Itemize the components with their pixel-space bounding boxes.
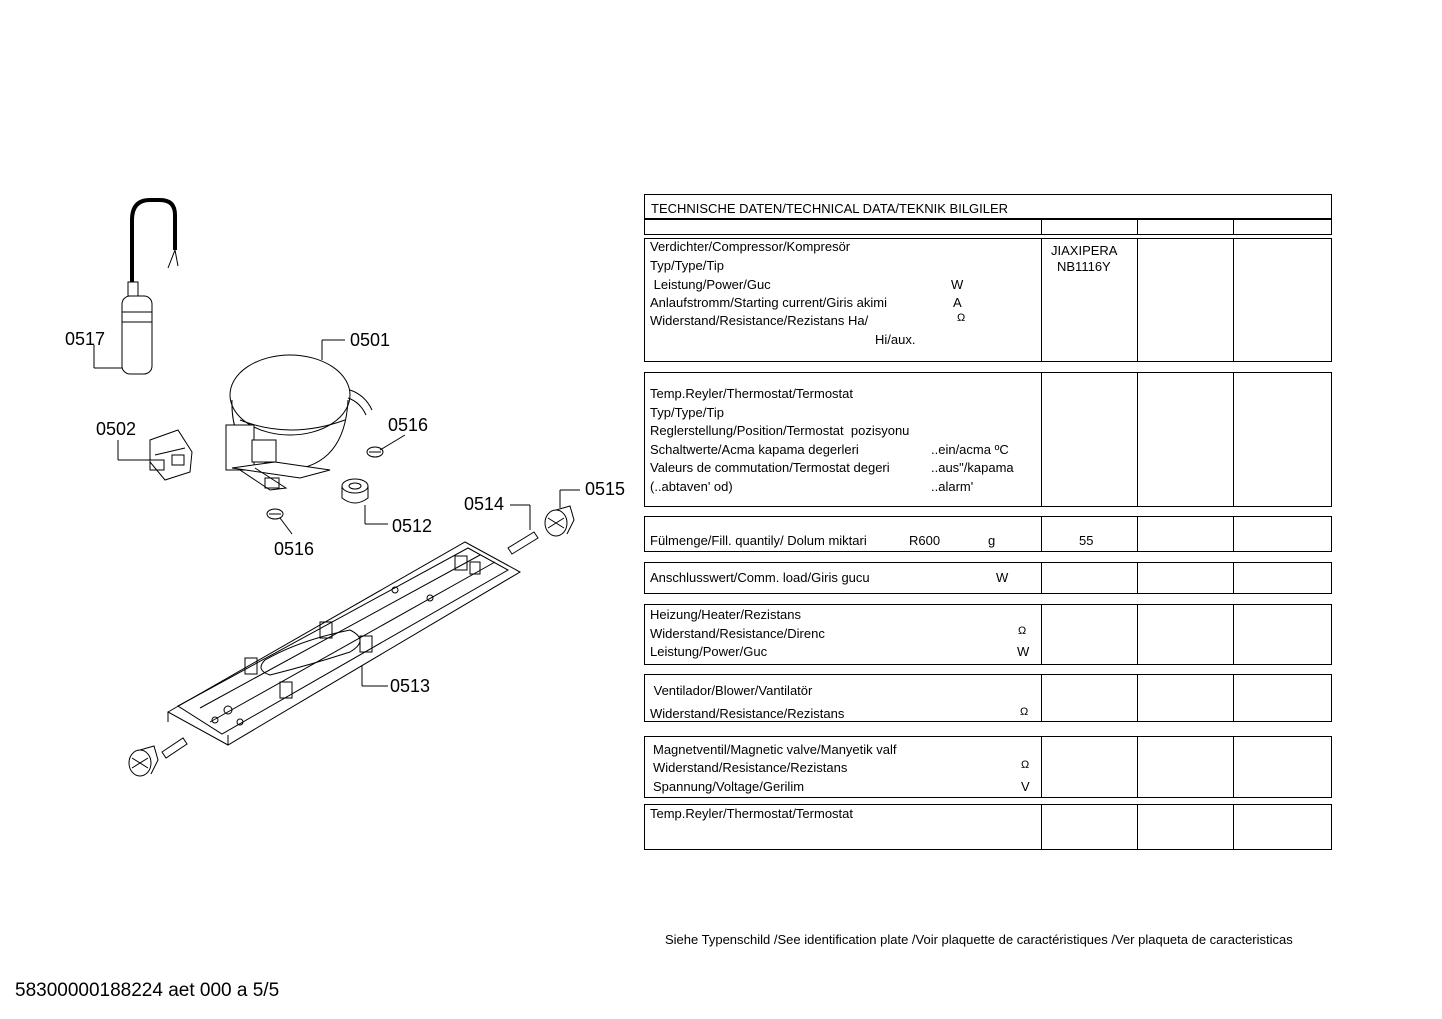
- callout-0501: 0501: [350, 330, 391, 350]
- part-0513-base-rail: [168, 542, 520, 745]
- compressor-current-unit: A: [953, 295, 962, 310]
- valve-label: Magnetventil/Magnetic valve/Manyetik valf: [653, 742, 897, 757]
- heater-resistance-label: Widerstand/Resistance/Direnc: [650, 626, 825, 641]
- fill-quantity-label: Fülmenge/Fill. quantily/ Dolum miktari: [650, 533, 867, 548]
- thermostat-off-suffix: ..aus"/kapama: [931, 460, 1014, 475]
- thermostat-defrost-label: (..abtaven' od): [650, 479, 733, 494]
- parts-diagram-svg: [0, 0, 640, 800]
- thermostat-values-label: Valeurs de commutation/Termostat degeri: [650, 460, 890, 475]
- callout-0515: 0515: [585, 479, 626, 499]
- thermostat-alarm-suffix: ..alarm': [931, 479, 974, 494]
- compressor-make-value: JIAXIPERA: [1051, 243, 1118, 258]
- compressor-current-label: Anlaufstromm/Starting current/Giris akimi: [650, 295, 887, 310]
- document-id: 58300000188224 aet 000 a 5/5: [15, 980, 280, 1001]
- compressor-power-unit: W: [951, 277, 964, 292]
- blower-resistance-unit: Ω: [1020, 706, 1029, 718]
- thermostat-position-label: Reglerstellung/Position/Termostat pozisyonu: [650, 423, 910, 438]
- valve-resistance-unit: Ω: [1021, 759, 1030, 771]
- fill-quantity-unit: g: [988, 533, 996, 548]
- heater-label: Heizung/Heater/Rezistans: [650, 607, 802, 622]
- callout-0514: 0514: [464, 494, 505, 514]
- heater-power-label: Leistung/Power/Guc: [650, 644, 768, 659]
- thermostat-on-suffix: ..ein/acma ºC: [931, 442, 1009, 457]
- callout-0517: 0517: [65, 329, 106, 349]
- compressor-model-value: NB1116Y: [1057, 259, 1111, 274]
- thermostat-label: Temp.Reyler/Thermostat/Termostat: [650, 386, 854, 401]
- part-0517-capacitor: [122, 282, 152, 374]
- refrigerant-value: R600: [909, 533, 941, 548]
- blower-label: Ventilador/Blower/Vantilatör: [650, 683, 813, 698]
- identification-plate-footnote: Siehe Typenschild /See identification plate /Voir plaquette de caractéristiques /Ver plaqueta de caracteristicas: [665, 932, 1293, 947]
- callout-0516-a: 0516: [388, 415, 429, 435]
- valve-voltage-label: Spannung/Voltage/Gerilim: [653, 779, 805, 794]
- thermostat-2-label: Temp.Reyler/Thermostat/Termostat: [650, 806, 854, 821]
- valve-resistance-label: Widerstand/Resistance/Rezistans: [653, 760, 848, 775]
- part-lower-pin: [162, 738, 187, 758]
- callout-0516-b: 0516: [274, 539, 315, 559]
- compressor-label: Verdichter/Compressor/Kompresör: [650, 239, 851, 254]
- part-0515-foot: [545, 506, 574, 536]
- part-lower-foot: [129, 746, 158, 776]
- thermostat-switch-label: Schaltwerte/Acma kapama degerleri: [650, 442, 859, 457]
- header-strip: [644, 219, 1332, 235]
- heater-resistance-unit: Ω: [1018, 625, 1027, 637]
- valve-voltage-unit: V: [1021, 779, 1030, 794]
- compressor-type-label: Typ/Type/Tip: [650, 258, 724, 273]
- connected-load-unit: W: [996, 570, 1009, 585]
- fill-quantity-value: 55: [1079, 533, 1094, 548]
- connected-load-label: Anschlusswert/Comm. load/Giris gucu: [650, 570, 870, 585]
- thermostat-type-label: Typ/Type/Tip: [650, 405, 724, 420]
- part-0502-relay: [150, 430, 192, 480]
- callout-0502: 0502: [96, 419, 137, 439]
- part-0512-bushing: [342, 479, 368, 503]
- compressor-resistance-label: Widerstand/Resistance/Rezistans Ha/: [650, 313, 869, 328]
- part-0514-pin: [508, 532, 538, 554]
- blower-resistance-label: Widerstand/Resistance/Rezistans: [650, 706, 845, 721]
- cable: [132, 200, 175, 290]
- compressor-aux-label: Hi/aux.: [875, 332, 916, 347]
- compressor-power-label: Leistung/Power/Guc: [650, 277, 771, 292]
- callout-0513: 0513: [390, 676, 431, 696]
- heater-power-unit: W: [1017, 644, 1030, 659]
- part-0501-compressor: [226, 355, 372, 490]
- callout-0512: 0512: [392, 516, 433, 536]
- compressor-resistance-unit: Ω: [957, 312, 966, 324]
- table-title: TECHNISCHE DATEN/TECHNICAL DATA/TEKNIK BILGILER: [651, 201, 1009, 216]
